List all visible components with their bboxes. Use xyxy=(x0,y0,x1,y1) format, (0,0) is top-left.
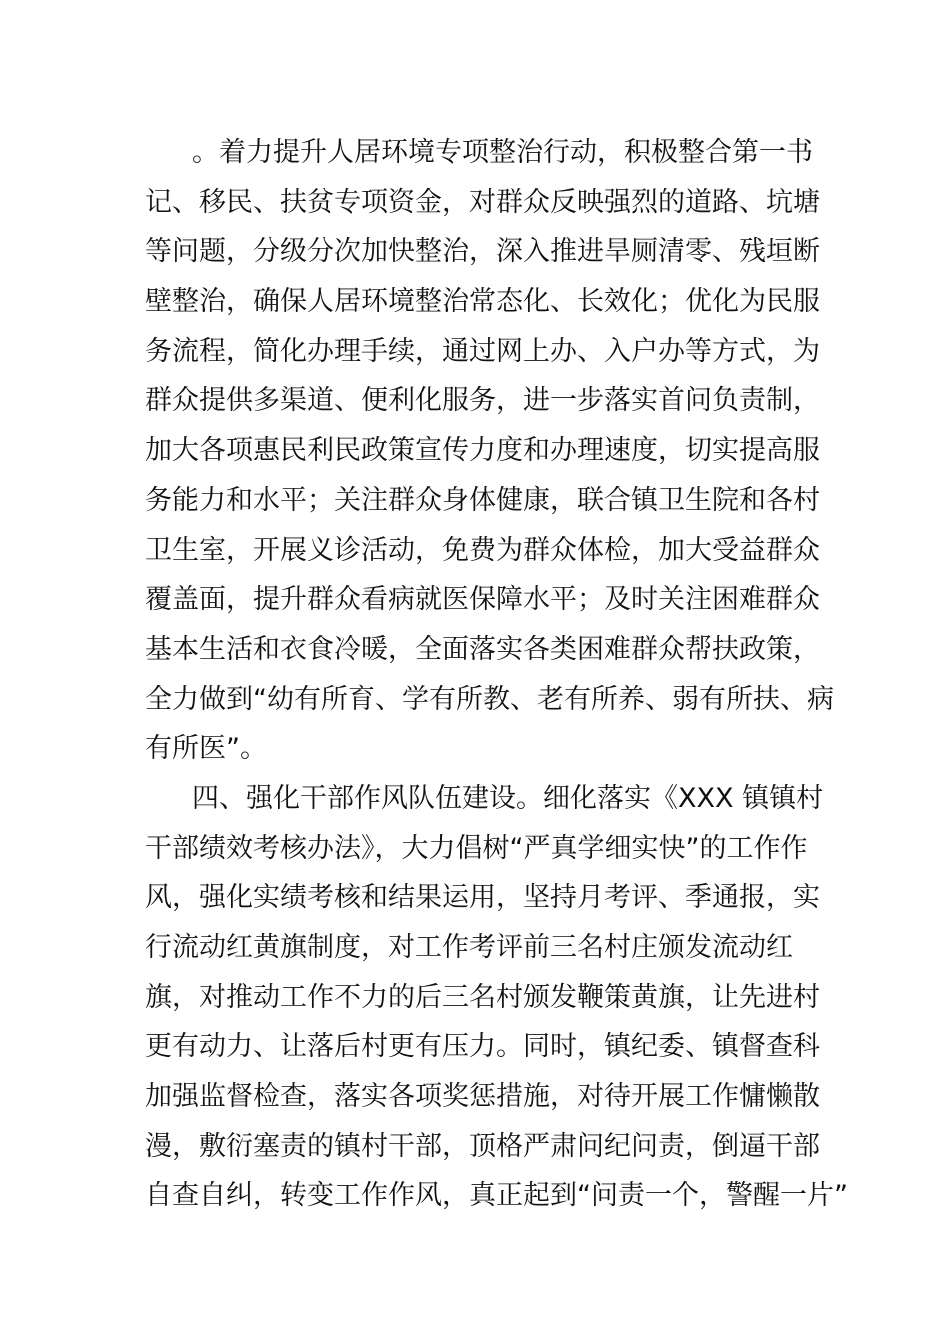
paragraph-line: 务流程，简化办理手续，通过网上办、入户办等方式，为 xyxy=(145,335,820,367)
paragraph-line: 旗，对推动工作不力的后三名村颁发鞭策黄旗，让先进村 xyxy=(145,981,820,1013)
paragraph-line: 漫，敷衍塞责的镇村干部，顶格严肃问纪问责，倒逼干部 xyxy=(145,1130,820,1162)
paragraph-line: 壁整治，确保人居环境整治常态化、长效化；优化为民服 xyxy=(145,286,820,318)
paragraph-line: 基本生活和衣食冷暖，全面落实各类困难群众帮扶政策， xyxy=(145,633,820,665)
paragraph-line: 记、移民、扶贫专项资金，对群众反映强烈的道路、坑塘 xyxy=(145,186,820,218)
paragraph-line: 行流动红黄旗制度，对工作考评前三名村庄颁发流动红 xyxy=(145,932,793,963)
document-body xyxy=(145,128,848,1221)
paragraph-line: 务能力和水平；关注群众身体健康，联合镇卫生院和各村 xyxy=(145,484,820,516)
paragraph-line: 有所医”。 xyxy=(145,733,267,765)
paragraph-line: 更有动力、让落后村更有压力。同时，镇纪委、镇督查科 xyxy=(145,1031,820,1063)
paragraph-line: 卫生室，开展义诊活动，免费为群众体检，加大受益群众 xyxy=(145,534,820,566)
section-heading-line: 四、强化干部作风队伍建设。细化落实《XXX 镇镇村 xyxy=(192,782,824,814)
paragraph-line: 风，强化实绩考核和结果运用，坚持月考评、季通报，实 xyxy=(145,882,820,914)
paragraph-line: 覆盖面，提升群众看病就医保障水平；及时关注困难群众 xyxy=(145,584,820,616)
paragraph-line: 全力做到“幼有所育、学有所教、老有所养、弱有所扶、病 xyxy=(145,683,834,715)
paragraph-line: 加大各项惠民利民政策宣传力度和办理速度，切实提高服 xyxy=(145,435,820,467)
paragraph-line: 加强监督检查，落实各项奖惩措施，对待开展工作慵懒散 xyxy=(145,1081,820,1113)
paragraph-line: 群众提供多渠道、便利化服务，进一步落实首问负责制， xyxy=(145,385,820,417)
paragraph-line: 干部绩效考核办法》，大力倡树“严真学细实快”的工作作 xyxy=(145,832,808,864)
paragraph-line: 等问题，分级分次加快整治，深入推进旱厕清零、残垣断 xyxy=(145,236,820,268)
paragraph-line: 。着力提升人居环境专项整治行动，积极整合第一书 xyxy=(192,137,813,168)
paragraph-line: 自查自纠，转变工作作风，真正起到“问责一个，警醒一片” xyxy=(145,1180,848,1212)
